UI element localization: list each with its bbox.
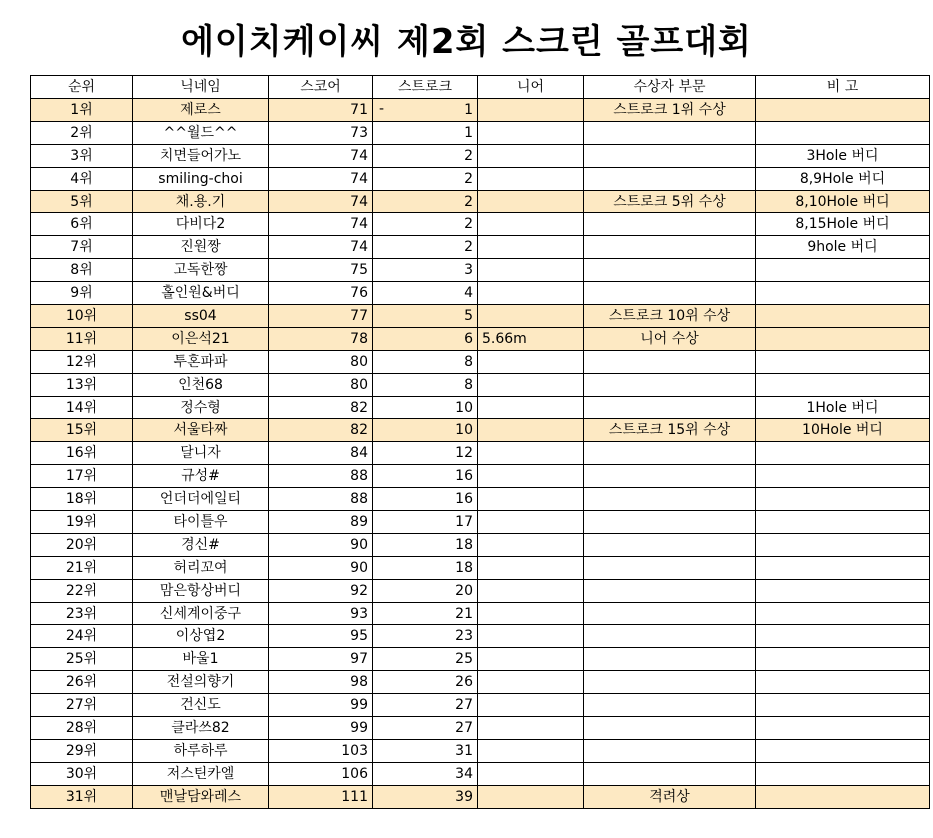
nickname-cell: 언더더에일티 xyxy=(133,488,269,511)
stroke-cell xyxy=(373,144,478,167)
nickname-cell: 타이틀우 xyxy=(133,511,269,534)
score-cell: 80 xyxy=(269,373,373,396)
stroke-value: 12 xyxy=(455,445,473,462)
note-cell xyxy=(756,579,930,602)
prize-cell xyxy=(584,762,756,785)
score-cell: 71 xyxy=(269,99,373,122)
prize-cell xyxy=(584,121,756,144)
table-row xyxy=(31,305,930,328)
stroke-value: 2 xyxy=(464,147,473,164)
table-row xyxy=(31,259,930,282)
near-cell xyxy=(478,350,584,373)
note-cell: 10Hole 버디 xyxy=(756,419,930,442)
prize-cell xyxy=(584,671,756,694)
prize-cell xyxy=(584,396,756,419)
score-cell: 75 xyxy=(269,259,373,282)
prize-cell xyxy=(584,648,756,671)
table-row xyxy=(31,762,930,785)
table-row xyxy=(31,236,930,259)
nickname-cell: 건신도 xyxy=(133,694,269,717)
prize-cell xyxy=(584,511,756,534)
header-score: 스코어 xyxy=(269,76,373,99)
note-cell xyxy=(756,121,930,144)
near-cell xyxy=(478,373,584,396)
nickname-cell: 채.용.기 xyxy=(133,190,269,213)
stroke-cell xyxy=(373,488,478,511)
table-row xyxy=(31,167,930,190)
nickname-cell: ss04 xyxy=(133,305,269,328)
rank-cell: 28위 xyxy=(31,717,133,740)
score-cell: 90 xyxy=(269,533,373,556)
score-cell: 111 xyxy=(269,785,373,808)
stroke-value: 18 xyxy=(455,536,473,553)
table-row xyxy=(31,190,930,213)
stroke-cell xyxy=(373,762,478,785)
results-table xyxy=(30,75,930,809)
near-cell xyxy=(478,511,584,534)
stroke-cell xyxy=(373,442,478,465)
nickname-cell: 서울타짜 xyxy=(133,419,269,442)
near-cell xyxy=(478,419,584,442)
stroke-cell xyxy=(373,556,478,579)
stroke-value: 21 xyxy=(455,605,473,622)
stroke-value: 27 xyxy=(455,719,473,736)
nickname-cell: 전설의향기 xyxy=(133,671,269,694)
stroke-cell xyxy=(373,99,478,122)
rank-cell: 22위 xyxy=(31,579,133,602)
nickname-cell: 다비다2 xyxy=(133,213,269,236)
nickname-cell: 이은석21 xyxy=(133,327,269,350)
prize-cell xyxy=(584,167,756,190)
stroke-value: 27 xyxy=(455,697,473,714)
note-cell: 9hole 버디 xyxy=(756,236,930,259)
note-cell xyxy=(756,511,930,534)
stroke-cell xyxy=(373,602,478,625)
near-cell xyxy=(478,99,584,122)
note-cell xyxy=(756,739,930,762)
header-stroke: 스트로크 xyxy=(373,76,478,99)
stroke-value: 16 xyxy=(455,468,473,485)
rank-cell: 23위 xyxy=(31,602,133,625)
stroke-cell xyxy=(373,259,478,282)
nickname-cell: 저스틴카엘 xyxy=(133,762,269,785)
note-cell xyxy=(756,785,930,808)
stroke-cell xyxy=(373,671,478,694)
stroke-cell xyxy=(373,121,478,144)
stroke-value: 16 xyxy=(455,491,473,508)
score-cell: 82 xyxy=(269,396,373,419)
prize-cell xyxy=(584,259,756,282)
rank-cell: 4위 xyxy=(31,167,133,190)
rank-cell: 1위 xyxy=(31,99,133,122)
nickname-cell: ^^월드^^ xyxy=(133,121,269,144)
stroke-value: 10 xyxy=(455,422,473,439)
score-cell: 78 xyxy=(269,327,373,350)
table-row xyxy=(31,282,930,305)
score-cell: 88 xyxy=(269,465,373,488)
note-cell xyxy=(756,282,930,305)
stroke-value: 18 xyxy=(455,559,473,576)
page-title: 에이치케이씨 제2회 스크린 골프대회 xyxy=(181,22,752,62)
stroke-cell xyxy=(373,236,478,259)
prize-cell: 스트로크 1위 수상 xyxy=(584,99,756,122)
note-cell xyxy=(756,762,930,785)
prize-cell: 스트로크 15위 수상 xyxy=(584,419,756,442)
stroke-cell xyxy=(373,282,478,305)
nickname-cell: 이상엽2 xyxy=(133,625,269,648)
rank-cell: 29위 xyxy=(31,739,133,762)
prize-cell xyxy=(584,350,756,373)
table-row xyxy=(31,785,930,808)
score-cell: 93 xyxy=(269,602,373,625)
note-cell xyxy=(756,694,930,717)
near-cell xyxy=(478,213,584,236)
table-row xyxy=(31,671,930,694)
table-row xyxy=(31,99,930,122)
table-row xyxy=(31,533,930,556)
score-cell: 89 xyxy=(269,511,373,534)
nickname-cell: 달니자 xyxy=(133,442,269,465)
nickname-cell: 클라쓰82 xyxy=(133,717,269,740)
prize-cell: 스트로크 10위 수상 xyxy=(584,305,756,328)
near-cell xyxy=(478,236,584,259)
note-cell: 8,9Hole 버디 xyxy=(756,167,930,190)
near-cell xyxy=(478,533,584,556)
table-row xyxy=(31,648,930,671)
nickname-cell: smiling-choi xyxy=(133,167,269,190)
stroke-value: 2 xyxy=(464,239,473,256)
near-cell xyxy=(478,739,584,762)
nickname-cell: 바울1 xyxy=(133,648,269,671)
table-row xyxy=(31,121,930,144)
note-cell xyxy=(756,259,930,282)
prize-cell xyxy=(584,213,756,236)
stroke-value: 4 xyxy=(464,285,473,302)
near-cell xyxy=(478,671,584,694)
rank-cell: 8위 xyxy=(31,259,133,282)
stroke-value: 34 xyxy=(455,765,473,782)
prize-cell xyxy=(584,625,756,648)
rank-cell: 3위 xyxy=(31,144,133,167)
prize-cell xyxy=(584,579,756,602)
near-cell xyxy=(478,488,584,511)
stroke-cell xyxy=(373,511,478,534)
prize-cell xyxy=(584,533,756,556)
stroke-value: 5 xyxy=(464,307,473,324)
header-prize: 수상자 부문 xyxy=(584,76,756,99)
rank-cell: 7위 xyxy=(31,236,133,259)
stroke-cell xyxy=(373,739,478,762)
stroke-cell xyxy=(373,396,478,419)
prize-cell xyxy=(584,465,756,488)
note-cell xyxy=(756,533,930,556)
table-row xyxy=(31,717,930,740)
rank-cell: 9위 xyxy=(31,282,133,305)
stroke-value: 31 xyxy=(455,742,473,759)
nickname-cell: 홀인원&버디 xyxy=(133,282,269,305)
table-row xyxy=(31,602,930,625)
nickname-cell: 투혼파파 xyxy=(133,350,269,373)
stroke-cell xyxy=(373,373,478,396)
score-cell: 99 xyxy=(269,717,373,740)
score-cell: 77 xyxy=(269,305,373,328)
near-cell xyxy=(478,396,584,419)
note-cell: 3Hole 버디 xyxy=(756,144,930,167)
note-cell xyxy=(756,442,930,465)
note-cell xyxy=(756,350,930,373)
prize-cell: 니어 수상 xyxy=(584,327,756,350)
note-cell xyxy=(756,99,930,122)
stroke-cell xyxy=(373,533,478,556)
near-cell xyxy=(478,167,584,190)
table-row xyxy=(31,579,930,602)
score-cell: 74 xyxy=(269,190,373,213)
prize-cell xyxy=(584,602,756,625)
nickname-cell: 맘은항상버디 xyxy=(133,579,269,602)
note-cell xyxy=(756,625,930,648)
table-row xyxy=(31,327,930,350)
table-row xyxy=(31,213,930,236)
note-cell xyxy=(756,488,930,511)
near-cell xyxy=(478,465,584,488)
rank-cell: 19위 xyxy=(31,511,133,534)
note-cell: 8,15Hole 버디 xyxy=(756,213,930,236)
table-row xyxy=(31,465,930,488)
rank-cell: 12위 xyxy=(31,350,133,373)
note-cell xyxy=(756,373,930,396)
score-cell: 106 xyxy=(269,762,373,785)
nickname-cell: 진원짱 xyxy=(133,236,269,259)
score-cell: 74 xyxy=(269,144,373,167)
rank-cell: 15위 xyxy=(31,419,133,442)
prize-cell xyxy=(584,488,756,511)
nickname-cell: 하루하루 xyxy=(133,739,269,762)
rank-cell: 11위 xyxy=(31,327,133,350)
stroke-value: 20 xyxy=(455,582,473,599)
table-row xyxy=(31,350,930,373)
near-cell xyxy=(478,694,584,717)
header-row xyxy=(31,76,930,99)
near-cell xyxy=(478,579,584,602)
rank-cell: 17위 xyxy=(31,465,133,488)
table-row xyxy=(31,739,930,762)
table-row xyxy=(31,442,930,465)
note-cell xyxy=(756,305,930,328)
table-row xyxy=(31,396,930,419)
stroke-cell xyxy=(373,327,478,350)
stroke-value: 39 xyxy=(455,788,473,805)
table-row xyxy=(31,419,930,442)
table-row xyxy=(31,373,930,396)
stroke-value: 26 xyxy=(455,674,473,691)
stroke-value: 3 xyxy=(464,262,473,279)
stroke-cell xyxy=(373,350,478,373)
stroke-cell xyxy=(373,190,478,213)
score-cell: 74 xyxy=(269,236,373,259)
near-cell xyxy=(478,602,584,625)
table-row xyxy=(31,556,930,579)
score-cell: 99 xyxy=(269,694,373,717)
rank-cell: 14위 xyxy=(31,396,133,419)
rank-cell: 24위 xyxy=(31,625,133,648)
nickname-cell: 신세계이중구 xyxy=(133,602,269,625)
score-cell: 95 xyxy=(269,625,373,648)
near-cell xyxy=(478,785,584,808)
score-cell: 88 xyxy=(269,488,373,511)
note-cell xyxy=(756,648,930,671)
score-cell: 76 xyxy=(269,282,373,305)
rank-cell: 26위 xyxy=(31,671,133,694)
stroke-cell xyxy=(373,648,478,671)
score-cell: 103 xyxy=(269,739,373,762)
stroke-value: 10 xyxy=(455,399,473,416)
prize-cell xyxy=(584,556,756,579)
prize-cell xyxy=(584,282,756,305)
rank-cell: 20위 xyxy=(31,533,133,556)
stroke-value: 1 xyxy=(464,101,473,118)
stroke-value: 2 xyxy=(464,170,473,187)
note-cell xyxy=(756,602,930,625)
table-row xyxy=(31,625,930,648)
stroke-cell xyxy=(373,785,478,808)
header-note: 비 고 xyxy=(756,76,930,99)
prize-cell xyxy=(584,236,756,259)
score-cell: 82 xyxy=(269,419,373,442)
rank-cell: 10위 xyxy=(31,305,133,328)
stroke-value: 25 xyxy=(455,651,473,668)
near-cell xyxy=(478,762,584,785)
stroke-value: 2 xyxy=(464,216,473,233)
prize-cell: 격려상 xyxy=(584,785,756,808)
score-cell: 97 xyxy=(269,648,373,671)
header-nickname: 닉네임 xyxy=(133,76,269,99)
stroke-cell xyxy=(373,694,478,717)
table-row xyxy=(31,694,930,717)
nickname-cell: 고독한짱 xyxy=(133,259,269,282)
near-cell xyxy=(478,442,584,465)
nickname-cell: 인천68 xyxy=(133,373,269,396)
header-rank: 순위 xyxy=(31,76,133,99)
stroke-cell xyxy=(373,625,478,648)
note-cell: 1Hole 버디 xyxy=(756,396,930,419)
nickname-cell: 치면들어가노 xyxy=(133,144,269,167)
score-cell: 74 xyxy=(269,167,373,190)
note-cell: 8,10Hole 버디 xyxy=(756,190,930,213)
rank-cell: 18위 xyxy=(31,488,133,511)
stroke-cell xyxy=(373,305,478,328)
nickname-cell: 규성# xyxy=(133,465,269,488)
prize-cell xyxy=(584,144,756,167)
nickname-cell: 맨날담와레스 xyxy=(133,785,269,808)
stroke-cell xyxy=(373,419,478,442)
rank-cell: 16위 xyxy=(31,442,133,465)
score-cell: 80 xyxy=(269,350,373,373)
note-cell xyxy=(756,327,930,350)
note-cell xyxy=(756,465,930,488)
note-cell xyxy=(756,556,930,579)
rank-cell: 25위 xyxy=(31,648,133,671)
stroke-value: 6 xyxy=(464,330,473,347)
note-cell xyxy=(756,717,930,740)
nickname-cell: 허리꼬여 xyxy=(133,556,269,579)
near-cell xyxy=(478,305,584,328)
near-cell xyxy=(478,190,584,213)
stroke-dash-mark: - xyxy=(379,101,385,117)
near-cell xyxy=(478,625,584,648)
prize-cell xyxy=(584,373,756,396)
stroke-value: 17 xyxy=(455,513,473,530)
near-cell xyxy=(478,648,584,671)
prize-cell xyxy=(584,739,756,762)
near-cell xyxy=(478,259,584,282)
rank-cell: 31위 xyxy=(31,785,133,808)
rank-cell: 27위 xyxy=(31,694,133,717)
table-row xyxy=(31,488,930,511)
rank-cell: 5위 xyxy=(31,190,133,213)
rank-cell: 2위 xyxy=(31,121,133,144)
score-cell: 98 xyxy=(269,671,373,694)
near-cell xyxy=(478,556,584,579)
stroke-value: 8 xyxy=(464,353,473,370)
prize-cell: 스트로크 5위 수상 xyxy=(584,190,756,213)
table-row xyxy=(31,511,930,534)
near-cell xyxy=(478,282,584,305)
rank-cell: 21위 xyxy=(31,556,133,579)
stroke-value: 2 xyxy=(464,193,473,210)
prize-cell xyxy=(584,694,756,717)
score-cell: 92 xyxy=(269,579,373,602)
score-cell: 74 xyxy=(269,213,373,236)
rank-cell: 13위 xyxy=(31,373,133,396)
score-cell: 84 xyxy=(269,442,373,465)
score-cell: 90 xyxy=(269,556,373,579)
rank-cell: 6위 xyxy=(31,213,133,236)
stroke-cell xyxy=(373,579,478,602)
score-cell: 73 xyxy=(269,121,373,144)
note-cell xyxy=(756,671,930,694)
stroke-cell xyxy=(373,213,478,236)
prize-cell xyxy=(584,717,756,740)
header-near: 니어 xyxy=(478,76,584,99)
nickname-cell: 경신# xyxy=(133,533,269,556)
prize-cell xyxy=(584,442,756,465)
stroke-cell xyxy=(373,717,478,740)
stroke-value: 8 xyxy=(464,376,473,393)
near-cell xyxy=(478,121,584,144)
near-cell xyxy=(478,717,584,740)
stroke-value: 1 xyxy=(464,124,473,141)
near-cell xyxy=(478,144,584,167)
stroke-value: 23 xyxy=(455,628,473,645)
table-row xyxy=(31,144,930,167)
rank-cell: 30위 xyxy=(31,762,133,785)
nickname-cell: 정수형 xyxy=(133,396,269,419)
near-cell: 5.66m xyxy=(478,327,584,350)
nickname-cell: 제로스 xyxy=(133,99,269,122)
stroke-cell xyxy=(373,465,478,488)
stroke-cell xyxy=(373,167,478,190)
